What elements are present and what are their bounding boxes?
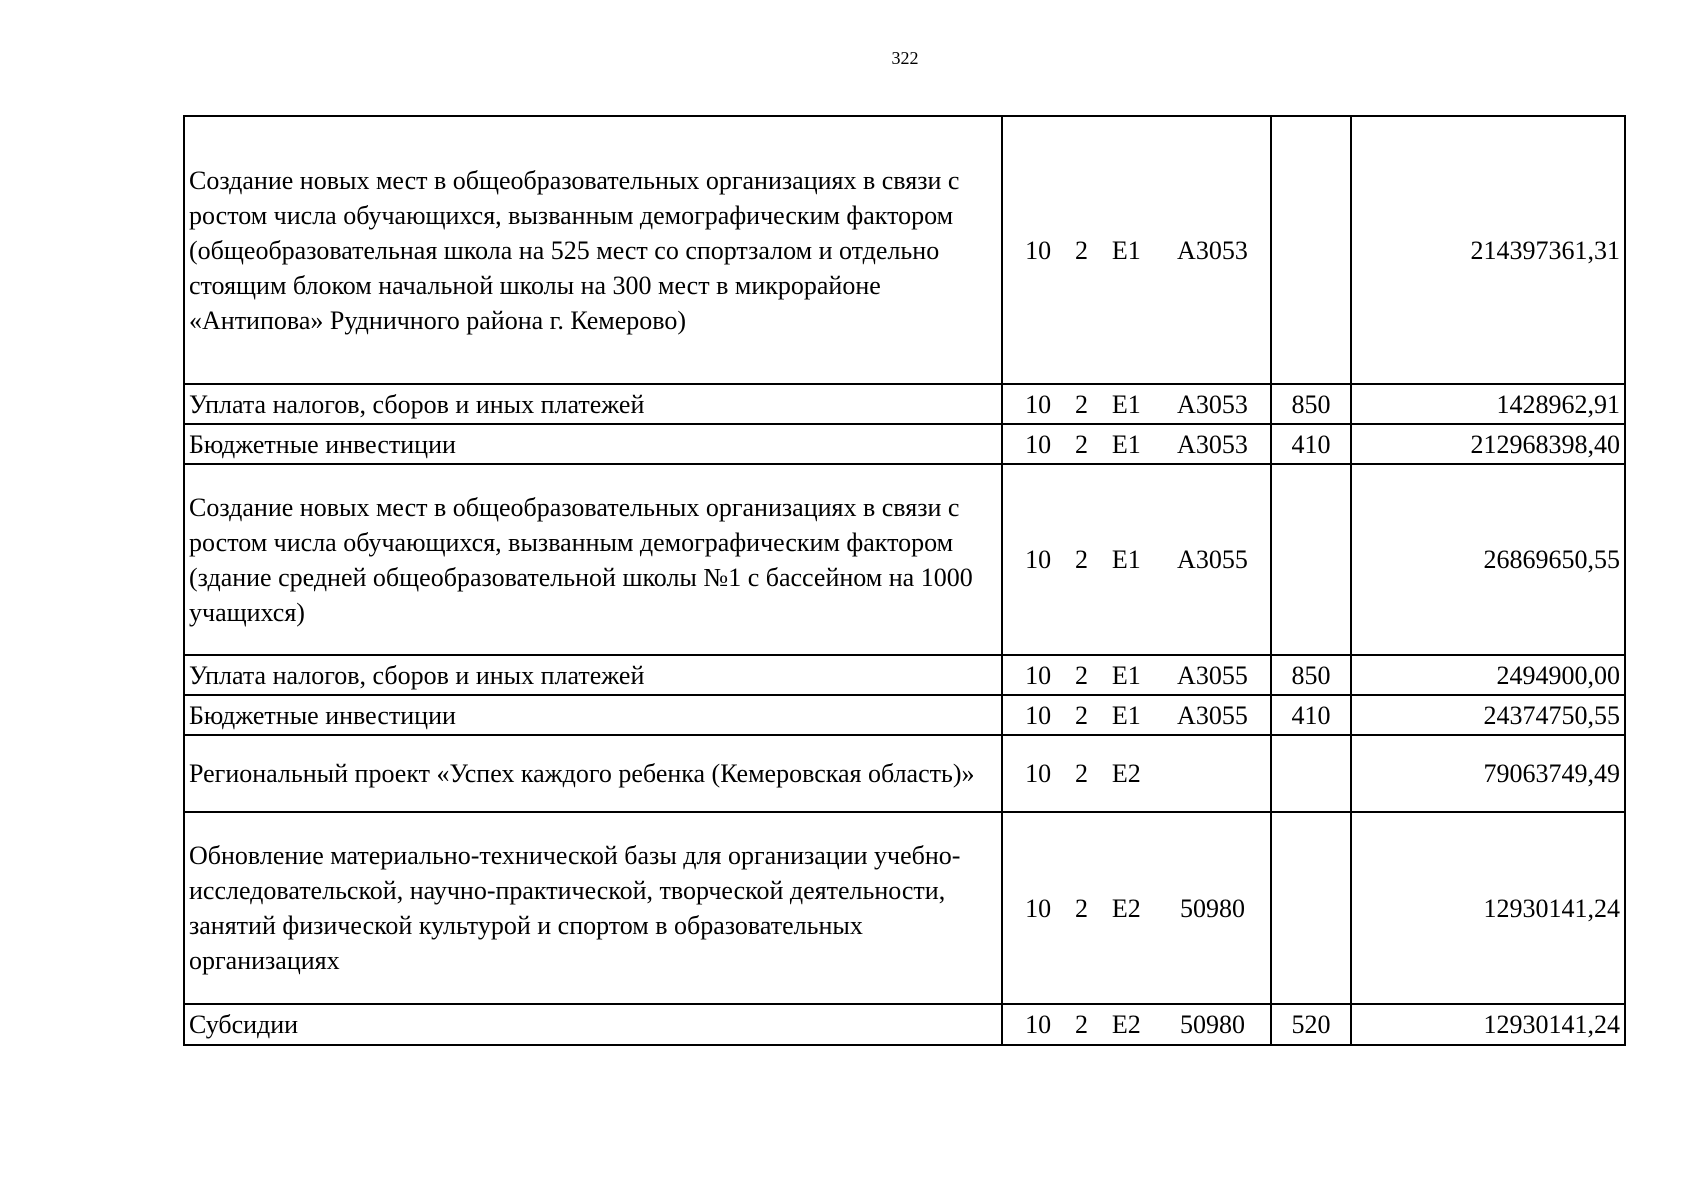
row-name: Региональный проект «Успех каждого ребенка (Кемеровская область)» xyxy=(184,735,1002,812)
row-codes xyxy=(1002,116,1271,384)
code-program: 2 xyxy=(1074,235,1088,265)
row-name: Уплата налогов, сборов и иных платежей xyxy=(184,655,1002,695)
row-name: Бюджетные инвестиции xyxy=(184,424,1002,464)
code-section: 10 xyxy=(1025,235,1052,265)
table-row xyxy=(184,695,1625,735)
code-program: 2 xyxy=(1074,893,1088,923)
expense-type: 850 xyxy=(1271,655,1351,695)
row-name: Бюджетные инвестиции xyxy=(184,695,1002,735)
expense-type: 410 xyxy=(1271,424,1351,464)
expense-type xyxy=(1271,116,1351,384)
row-codes xyxy=(1002,1004,1271,1045)
row-name: Субсидии xyxy=(184,1004,1002,1045)
row-codes xyxy=(1002,464,1271,655)
code-section: 10 xyxy=(1025,700,1052,730)
code-direction: A3055 xyxy=(1177,545,1248,574)
code-direction: A3055 xyxy=(1177,660,1248,690)
budget-table xyxy=(183,115,1626,1046)
code-program: 2 xyxy=(1074,389,1088,419)
table-row xyxy=(184,655,1625,695)
table-row xyxy=(184,384,1625,424)
code-project: E1 xyxy=(1111,700,1141,730)
code-direction: A3053 xyxy=(1177,429,1248,459)
code-program: 2 xyxy=(1074,759,1088,788)
amount: 214397361,31 xyxy=(1351,116,1625,384)
row-name: Уплата налогов, сборов и иных платежей xyxy=(184,384,1002,424)
table-row xyxy=(184,116,1625,384)
code-project: E1 xyxy=(1111,429,1141,459)
row-codes xyxy=(1002,735,1271,812)
code-direction: 50980 xyxy=(1179,1010,1245,1039)
row-name: Создание новых мест в общеобразовательных организациях в связи с ростом числа обучающихся, вызванным демографическим фактором (здание средней общеобразовательной школы №1 с бассейном на 1000 учащихся) xyxy=(184,464,1002,655)
code-direction: A3053 xyxy=(1177,235,1248,265)
code-section: 10 xyxy=(1025,545,1052,574)
amount: 2494900,00 xyxy=(1351,655,1625,695)
table-row xyxy=(184,464,1625,655)
code-direction: A3055 xyxy=(1177,700,1248,730)
row-codes xyxy=(1002,424,1271,464)
code-section: 10 xyxy=(1025,893,1052,923)
row-codes xyxy=(1002,695,1271,735)
amount: 12930141,24 xyxy=(1351,1004,1625,1045)
code-project: E1 xyxy=(1111,545,1141,574)
expense-type: 520 xyxy=(1271,1004,1351,1045)
amount: 12930141,24 xyxy=(1351,812,1625,1004)
table-row xyxy=(184,735,1625,812)
code-direction: A3053 xyxy=(1177,389,1248,419)
code-project: E2 xyxy=(1111,893,1141,923)
expense-type xyxy=(1271,464,1351,655)
table-row xyxy=(184,424,1625,464)
code-program: 2 xyxy=(1074,660,1088,690)
row-codes xyxy=(1002,384,1271,424)
code-project: E2 xyxy=(1111,759,1141,788)
row-name: Обновление материально-технической базы для организации учебно-исследовательской, научно-практической, творческой деятельности, занятий физической культурой и спортом в образовательных организациях xyxy=(184,812,1002,1004)
code-section: 10 xyxy=(1025,660,1052,690)
table-row xyxy=(184,812,1625,1004)
code-direction: 50980 xyxy=(1179,893,1245,923)
code-program: 2 xyxy=(1074,545,1088,574)
page-number: 322 xyxy=(891,48,919,68)
code-section: 10 xyxy=(1025,389,1052,419)
code-section: 10 xyxy=(1025,429,1052,459)
expense-type xyxy=(1271,735,1351,812)
code-program: 2 xyxy=(1074,700,1088,730)
amount: 212968398,40 xyxy=(1351,424,1625,464)
amount: 24374750,55 xyxy=(1351,695,1625,735)
code-section: 10 xyxy=(1025,1010,1052,1039)
amount: 26869650,55 xyxy=(1351,464,1625,655)
code-project: E1 xyxy=(1111,389,1141,419)
amount: 1428962,91 xyxy=(1351,384,1625,424)
code-section: 10 xyxy=(1025,759,1052,788)
code-program: 2 xyxy=(1074,1010,1088,1039)
row-codes xyxy=(1002,812,1271,1004)
row-codes xyxy=(1002,655,1271,695)
expense-type: 410 xyxy=(1271,695,1351,735)
table-row xyxy=(184,1004,1625,1045)
code-project: E1 xyxy=(1111,235,1141,265)
row-name: Создание новых мест в общеобразовательных организациях в связи с ростом числа обучающихся, вызванным демографическим фактором (общеобразовательная школа на 525 мест со спортзалом и отдельно стоящим блоком начальной школы на 300 мест в микрорайоне «Антипова» Рудничного района г. Кемерово) xyxy=(184,116,1002,384)
expense-type xyxy=(1271,812,1351,1004)
code-project: E2 xyxy=(1111,1010,1141,1039)
code-project: E1 xyxy=(1111,660,1141,690)
expense-type: 850 xyxy=(1271,384,1351,424)
amount: 79063749,49 xyxy=(1351,735,1625,812)
code-program: 2 xyxy=(1074,429,1088,459)
